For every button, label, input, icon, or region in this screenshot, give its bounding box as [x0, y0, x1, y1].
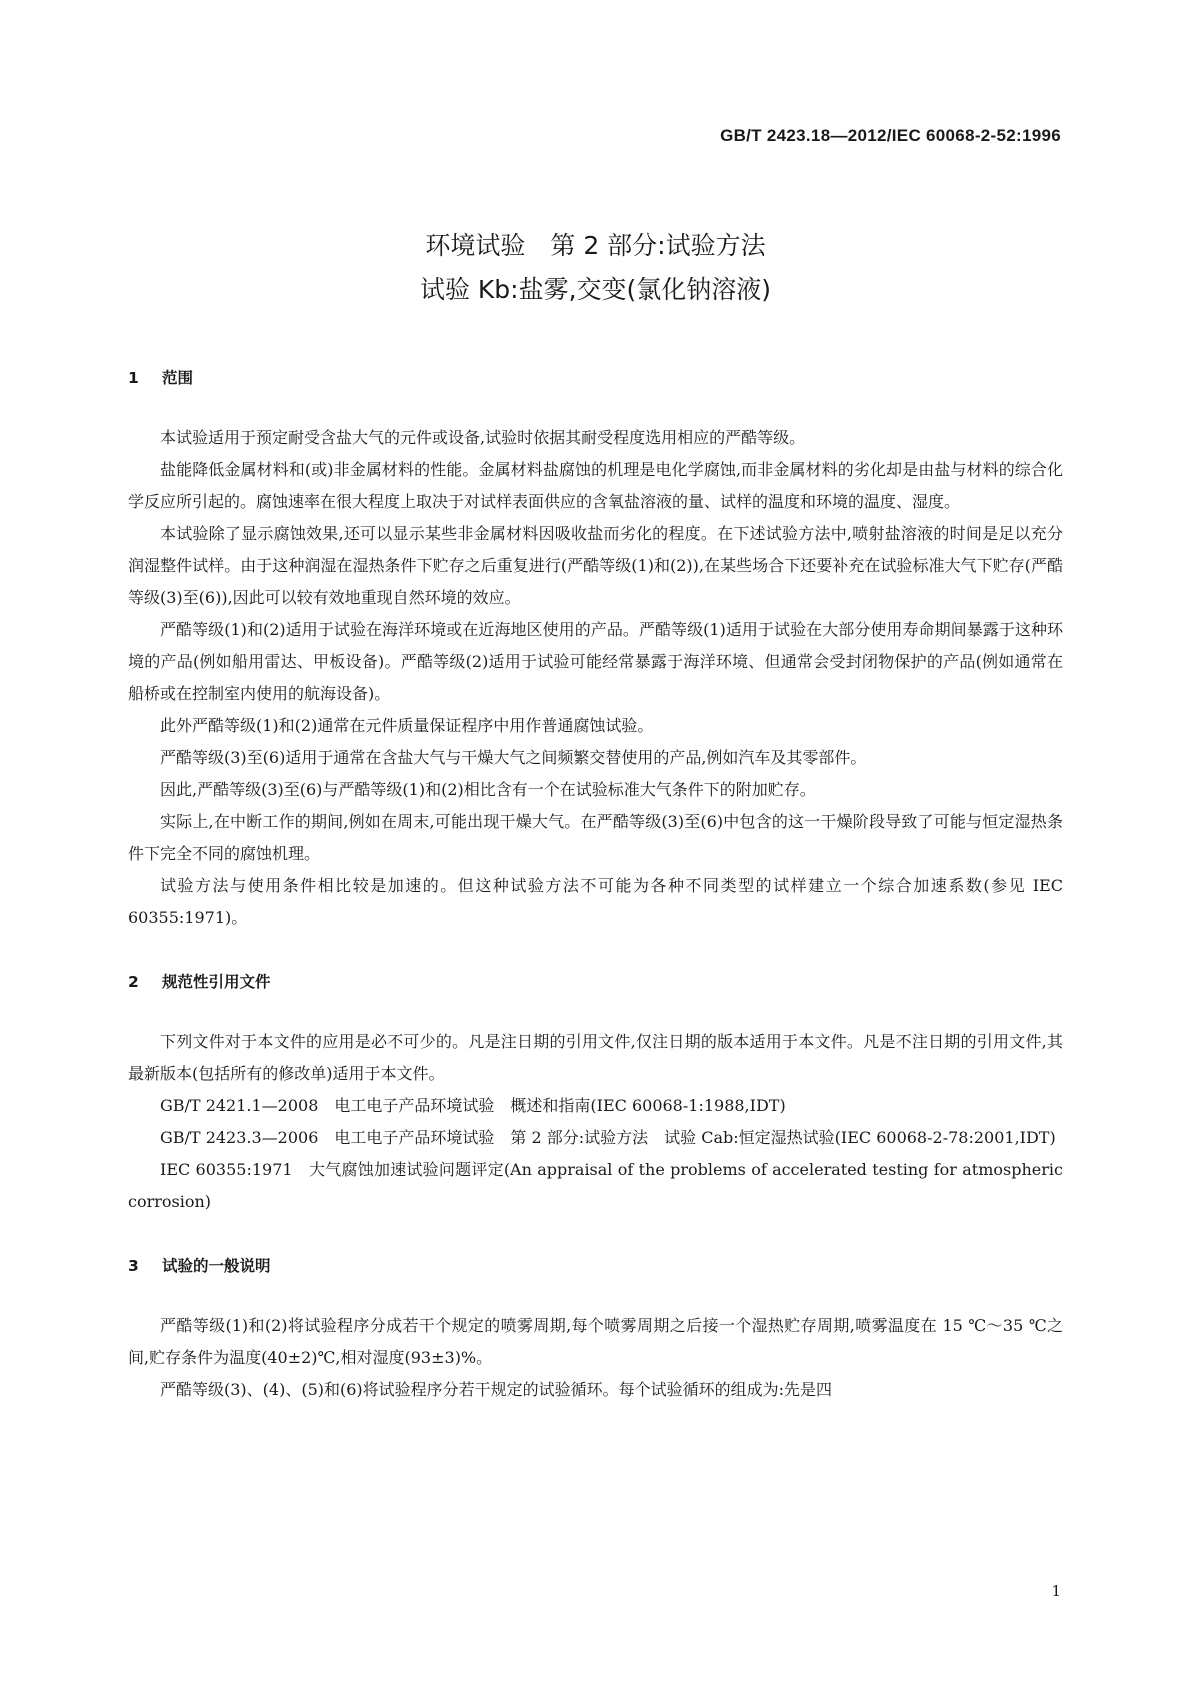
document-content	[128, 368, 1063, 1444]
section-body	[128, 402, 1063, 934]
paragraph: 本试验除了显示腐蚀效果,还可以显示某些非金属材料因吸收盐而劣化的程度。在下述试验方法中,喷射盐溶液的时间是足以充分润湿整件试样。由于这种润湿在湿热条件下贮存之后重复进行(严酷等级(1)和(2)),在某些场合下还要补充在试验标准大气下贮存(严酷等级(3)至(6)),因此可以较有效地重现自然环境的效应。	[128, 524, 1063, 607]
paragraph: 严酷等级(1)和(2)适用于试验在海洋环境或在近海地区使用的产品。严酷等级(1)适用于试验在大部分使用寿命期间暴露于这种环境的产品(例如船用雷达、甲板设备)。严酷等级(2)适用于试验可能经常暴露于海洋环境、但通常会受封闭物保护的产品(例如通常在船桥或在控制室内使用的航海设备)。	[128, 620, 1063, 703]
paragraph: 因此,严酷等级(3)至(6)与严酷等级(1)和(2)相比含有一个在试验标准大气条件下的附加贮存。	[160, 780, 816, 799]
standard-code: GB/T 2423.18—2012/IEC 60068-2-52:1996	[720, 126, 1061, 145]
section-heading	[128, 368, 1063, 402]
reference-entry: IEC 60355:1971 大气腐蚀加速试验问题评定(An appraisal of the problems of accelerated testing for atmospheric corrosion)	[128, 1160, 1063, 1211]
paragraph: 本试验适用于预定耐受含盐大气的元件或设备,试验时依据其耐受程度选用相应的严酷等级。	[160, 428, 806, 447]
paragraph: 严酷等级(3)、(4)、(5)和(6)将试验程序分若干规定的试验循环。每个试验循环的组成为:先是四	[160, 1380, 833, 1399]
section-title: 规范性引用文件	[162, 973, 271, 991]
reference-entry: GB/T 2421.1—2008 电工电子产品环境试验 概述和指南(IEC 60068-1:1988,IDT)	[160, 1096, 786, 1115]
paragraph: 实际上,在中断工作的期间,例如在周末,可能出现干燥大气。在严酷等级(3)至(6)中包含的这一干燥阶段导致了可能与恒定湿热条件下完全不同的腐蚀机理。	[128, 812, 1063, 863]
section-body	[128, 1290, 1063, 1406]
title-line-1: 环境试验 第 2 部分:试验方法	[425, 231, 766, 260]
section-title: 试验的一般说明	[162, 1257, 271, 1275]
paragraph: 试验方法与使用条件相比较是加速的。但这种试验方法不可能为各种不同类型的试样建立一个综合加速系数(参见 IEC 60355:1971)。	[128, 876, 1063, 927]
section-title: 范围	[162, 369, 194, 387]
page-number: 1	[1051, 1582, 1061, 1600]
document-title	[0, 224, 1191, 312]
section-heading	[128, 1256, 1063, 1290]
paragraph: 严酷等级(1)和(2)将试验程序分成若干个规定的喷雾周期,每个喷雾周期之后接一个湿热贮存周期,喷雾温度在 15 ℃～35 ℃之间,贮存条件为温度(40±2)℃,相对湿度(93±3)%。	[128, 1316, 1063, 1367]
section-general-description	[128, 1256, 1063, 1406]
section-heading	[128, 972, 1063, 1006]
section-number: 3	[128, 1257, 139, 1275]
paragraph: 盐能降低金属材料和(或)非金属材料的性能。金属材料盐腐蚀的机理是电化学腐蚀,而非金属材料的劣化却是由盐与材料的综合化学反应所引起的。腐蚀速率在很大程度上取决于对试样表面供应的含氧盐溶液的量、试样的温度和环境的温度、湿度。	[128, 460, 1063, 511]
section-number: 1	[128, 369, 139, 387]
paragraph: 严酷等级(3)至(6)适用于通常在含盐大气与干燥大气之间频繁交替使用的产品,例如汽车及其零部件。	[160, 748, 867, 767]
section-normative-references	[128, 972, 1063, 1218]
title-line-2: 试验 Kb:盐雾,交变(氯化钠溶液)	[419, 275, 772, 304]
section-number: 2	[128, 973, 139, 991]
paragraph: 下列文件对于本文件的应用是必不可少的。凡是注日期的引用文件,仅注日期的版本适用于本文件。凡是不注日期的引用文件,其最新版本(包括所有的修改单)适用于本文件。	[128, 1032, 1063, 1083]
paragraph: 此外严酷等级(1)和(2)通常在元件质量保证程序中用作普通腐蚀试验。	[160, 716, 654, 735]
reference-entry: GB/T 2423.3—2006 电工电子产品环境试验 第 2 部分:试验方法 试验 Cab:恒定湿热试验(IEC 60068-2-78:2001,IDT)	[160, 1128, 1056, 1147]
section-body	[128, 1006, 1063, 1218]
section-scope	[128, 368, 1063, 934]
